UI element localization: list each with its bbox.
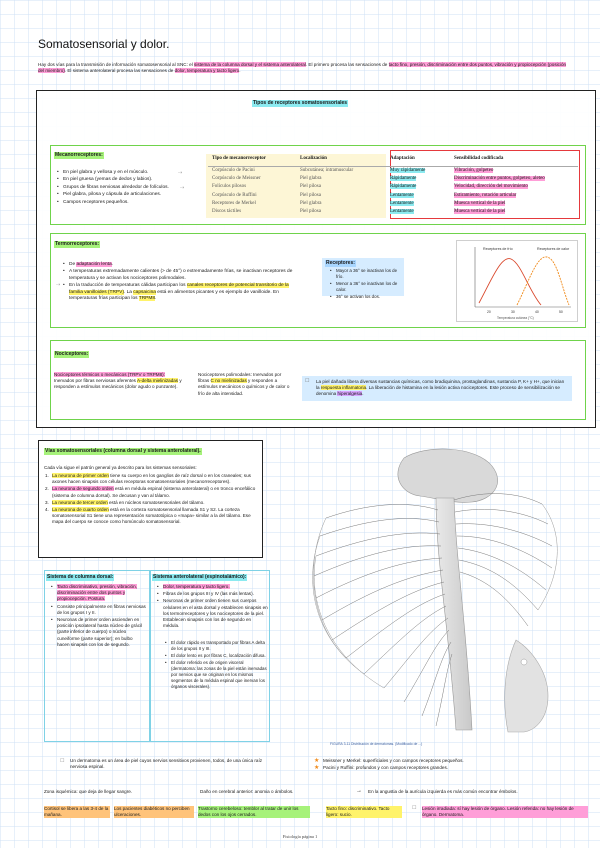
nociceptors-col1: [54, 372, 182, 391]
table-cell: Discriminación entre puntos, golpeteo, aleteo: [454, 175, 545, 181]
table-cell: Lentamente: [390, 192, 414, 198]
mechanoreceptors-title-wrap: [54, 152, 104, 159]
list-text: .: [111, 262, 114, 267]
nociceptor-text: y responden a estímulos mecánicos o químicos y de calor o frío de alta intensidad.: [198, 378, 290, 396]
table-cell: Corpúsculo de Ruffini: [212, 192, 257, 198]
list-item: • En piel gruesa (yemas de dedos y labios).: [56, 177, 184, 183]
note-lesion: Lesión irradiada: sí hay lesión de órgano. Lesión referida: no hay lesión de órgano. Dermatoma.: [422, 806, 588, 818]
mechanoreceptors-list: [56, 170, 184, 207]
table-row: [208, 166, 578, 175]
nociceptor-text: y responden a estímulos mecánicos (dolor agudo o punzante).: [54, 378, 182, 390]
list-highlight: adaptación lenta: [76, 262, 112, 267]
step-text: está en la corteza somatosensorial llamada S1 y S2. La corteza somatosensorial S1 tiene una representación somatotópica o «mapa» similar a la del tálamo. Ese mapa del cuerpo se conoce como homúnculo somatosensorial.: [52, 506, 251, 525]
list-item: • 36° se activan los dos.: [329, 294, 401, 300]
list-text: De: [69, 262, 77, 267]
dorsal-column-title-wrap: [46, 574, 114, 581]
intro-paragraph: [38, 62, 568, 74]
step-highlight: La neurona de segundo orden: [52, 486, 114, 492]
note-embolos: En la angustia de la aurícula izquierda es más común encontrar émbolos.: [368, 789, 518, 794]
table-cell: Lentamente: [390, 209, 414, 215]
step-highlight: La neurona de tercer orden: [52, 499, 108, 505]
table-cell: Vibración, golpeteo: [454, 167, 494, 173]
receptors-note-title: Receptores:: [326, 260, 355, 266]
step-text: está en médula espinal (sistema anterolateral) o en tronco encefálico (sistema de columna dorsal). Se decusan y van al tálamo.: [52, 486, 256, 498]
list-item: • El dolor lento es por fibras C, localización difusa.: [164, 653, 268, 659]
step-number: 3.: [45, 499, 49, 505]
step-number: 4.: [45, 506, 49, 512]
table-header: Adaptación: [386, 154, 450, 166]
receptor-note-text: Pacini y Ruffini: profundos y con campos receptores grandes.: [323, 765, 449, 771]
list-highlight: capsaicina: [133, 289, 156, 295]
table-cell: Discos táctiles: [212, 209, 242, 215]
list-item: [44, 473, 258, 485]
list-item: • Mayor a 36° se inactivan los de frío.: [329, 268, 401, 280]
table-header: Localización: [296, 154, 386, 166]
chart-tick-label: 50: [559, 310, 563, 314]
table-cell: Subcutánea; intramuscular: [300, 167, 354, 173]
table-header: Sensibilidad codificada: [450, 154, 578, 166]
list-item: [44, 500, 258, 506]
list-text: En la traducción de temperaturas cálidas participan los: [69, 283, 187, 289]
nociceptor-text: La piel dañada libera diversas sustancias químicas, como bradiquinina, prostaglandinas, sustancia P, K+ y H+, que inician la: [316, 379, 565, 391]
list-item: • Campos receptores pequeños.: [56, 200, 184, 206]
receptor-note-text: Meissner y Merkel: superficiales y con campos receptores pequeños.: [323, 758, 464, 763]
list-item: [156, 584, 268, 590]
pathways-intro: Cada vía sigue el patrón general ya descrito para los sistemas sensoriales:: [44, 465, 197, 470]
list-text: .: [155, 296, 157, 302]
list-item: • A temperaturas extremadamente calientes (> de 45°) o extremadamente frías, se inactivan receptores de temperatura y se activan los nociceptores polimodales.: [62, 269, 302, 282]
intro-text: Hay dos vías para la transmisión de información somatosensorial al SNC: el: [38, 62, 195, 67]
nociceptors-col3: [302, 376, 572, 401]
table-row: [208, 183, 578, 191]
step-highlight: La neurona de primer orden: [52, 473, 109, 478]
arrow-right-icon: →: [356, 788, 362, 794]
receptor-types-title-wrap: [0, 100, 600, 107]
receptor-types-title: Tipos de receptores somatosensoriales: [252, 100, 348, 106]
step-highlight: La neurona de cuarto orden: [52, 506, 109, 512]
grey-matter-shape: [505, 640, 548, 732]
table-row: [208, 200, 578, 208]
note-diabetes: Los pacientes diabéticos no perciben ulceraciones.: [114, 806, 194, 818]
anterolateral-sublist: [164, 640, 268, 691]
arrow-icon: ⇢: [180, 185, 185, 191]
thermoreceptors-title: Termorreceptores:: [55, 241, 100, 247]
nociceptor-text: Inervados por fibras nerviosas aferentes: [54, 378, 137, 384]
dermatome-figure-svg: [286, 440, 582, 740]
table-cell: Receptores de Merkel: [212, 200, 256, 206]
list-highlight: TRPM8: [138, 296, 156, 302]
figure-caption: FIGURA 3-11 Distribución de dermatomas. (Modificado de ...): [330, 742, 423, 746]
table-header-row: [208, 154, 578, 166]
receptors-note-list: [322, 267, 404, 300]
mechanoreceptors-title: Mecanorreceptores:: [55, 152, 103, 158]
page-footer: Fisiología página 1: [282, 834, 318, 839]
nociceptor-text: . La liberación de histamina en la lesión activa nociceptores. Este proceso de sensibilización se denomina: [316, 385, 560, 397]
thermoreceptors-list: [62, 262, 302, 304]
table-cell: Piel pilosa: [300, 192, 321, 198]
table-cell: Estiramiento, rotación articular: [454, 192, 517, 198]
table-cell: Velocidad, dirección del movimiento: [454, 184, 528, 190]
list-text: Dolor, temperatura y tacto ligero.: [163, 584, 230, 589]
list-item: [44, 507, 258, 526]
temperature-chart-svg: [457, 241, 579, 323]
step-number: 1.: [45, 473, 49, 478]
receptor-notes: [314, 758, 584, 771]
table-cell: Muy rápidamente: [390, 167, 426, 173]
dermatome-note: [60, 758, 270, 770]
chart-x-label: Temperatura cutánea (°C): [497, 316, 534, 320]
nociceptor-text: .: [362, 391, 364, 397]
list-text: está en alimentos picantes y es ejemplo de vanilloide. En temperaturas frías participan los: [69, 289, 279, 302]
table-cell: Muesca vertical de la piel: [454, 209, 506, 215]
receptors-note-title-wrap: [322, 258, 404, 267]
step-text: tiene su cuerpo en los ganglios de raíz dorsal o en los craneales; sus axones hacen sinapsis con células receptoras somatosensoriales (mecanorreceptores).: [52, 473, 251, 485]
star-icon: ★: [314, 765, 320, 772]
list-item: • El dolor rápido es transportado por fibras A delta de los grupos II y III.: [164, 640, 268, 652]
chart-legend-warm: Receptores de calor: [537, 247, 570, 251]
list-item: • Grupos de fibras nerviosas alrededor de folículos.: [56, 185, 184, 191]
chart-tick-label: 40: [535, 310, 539, 314]
list-item: [44, 486, 258, 498]
table-cell: Piel pilosa: [300, 209, 321, 215]
intro-text: . El sistema anterolateral procesa las sensaciones de: [64, 68, 175, 74]
nociceptor-highlight: C no mielinizadas: [210, 378, 247, 384]
chart-series-cold-line: [479, 259, 541, 305]
table-row: [208, 175, 578, 183]
receptors-note-box: [322, 258, 404, 299]
table-header: Tipo de mecanorreceptor: [208, 154, 296, 166]
nociceptor-highlight: hiperalgesia: [337, 391, 363, 397]
list-text: Tacto discriminativo, presión, vibración, discriminación entre dos puntos y propiocepción. Postura.: [57, 584, 137, 602]
chart-series-warm-line: [517, 257, 569, 305]
list-item: • Fibras de los grupos III y IV (las más lentas).: [156, 591, 268, 597]
pathways-steps: [44, 473, 258, 527]
chart-tick-label: 20: [487, 310, 491, 314]
anterolateral-list: [156, 584, 268, 630]
nociceptor-thermal-title: Nociceptores térmicos o mecánicos (TRPV o TRPM8):: [54, 372, 165, 377]
pin-icon: ☐: [60, 758, 65, 764]
table-cell: Rápidamente: [390, 184, 417, 190]
receptor-note: [314, 758, 584, 764]
table-cell: Corpúsculo de Meissner: [212, 175, 261, 181]
list-item: • Menor a 36° se inactivan los de calor.: [329, 281, 401, 293]
list-item: [62, 262, 302, 268]
table-cell: Piel glabra: [300, 200, 322, 206]
intro-highlight: tacto fino, presión, discriminación entre dos puntos, vibración y propiocepción (posición del miembro): [38, 62, 567, 74]
dermatome-figure: [286, 440, 582, 740]
table-row: [208, 192, 578, 200]
thermoreceptors-title-wrap: [54, 241, 100, 248]
table-cell: Corpúsculo de Pacini: [212, 167, 255, 173]
note-cerebellar: Trastorno cerebeloso: temblor al tratar de unir los dedos con los ojos cerrados.: [198, 806, 310, 818]
nociceptor-highlight: respuesta inflamatoria: [320, 385, 367, 391]
nociceptors-col2: [198, 372, 292, 397]
intro-text: . El primero procesa las sensaciones de: [305, 62, 389, 67]
intro-highlight: sistema de la columna dorsal y el sistema anterolateral: [194, 62, 306, 67]
table-cell: Piel glabra: [300, 175, 322, 181]
list-item: • Consiste principalmente en fibras nerviosas de los grupos I y II.: [50, 604, 146, 616]
note-ischemic: Zona isquémica: que deja de llegar sangre.: [44, 789, 133, 794]
nociceptor-highlight: A-delta mielinizadas: [137, 378, 179, 384]
list-item: • El dolor referido es de origen visceral (dermatoma: las zonas de la piel están inervadas por nervios que se originan en los mismos segmentos de la médula espinal que inervan los órganos viscerales).: [164, 660, 268, 690]
receptor-note: [314, 765, 584, 771]
temperature-chart: [456, 240, 578, 322]
table-cell: Muesca vertical de la piel: [454, 200, 506, 206]
anterolateral-title: Sistema anterolateral (espinotalámico):: [153, 574, 247, 580]
step-number: 2.: [45, 486, 49, 492]
table-cell: Piel pilosa: [300, 184, 321, 190]
list-highlight: canales receptores de potencial transitorio de la familia vanilloides (TRPV): [69, 283, 289, 295]
table-cell: Lentamente: [390, 200, 414, 206]
page-title: Somatosensorial y dolor.: [38, 37, 170, 51]
nociceptors-title: Nociceptores:: [55, 351, 89, 357]
list-item: • Piel glabra, pilosa y cápsula de articulaciones.: [56, 192, 184, 198]
table-row: [208, 208, 578, 216]
spinal-cord-shape: [436, 498, 472, 730]
list-item: [62, 283, 302, 302]
list-text: . La: [123, 289, 134, 295]
arrow-icon: ⇢: [178, 170, 183, 176]
list-item: • En piel glabra y vellosa y en el músculo.: [56, 170, 184, 176]
nociceptors-title-wrap: [54, 351, 89, 358]
table-cell: Folículos pilosos: [212, 184, 247, 190]
table-cell: Rápidamente: [390, 175, 417, 181]
pin-icon: ☐: [305, 378, 310, 384]
nociceptor-text: Nociceptores polimodales: Inervados por fibras: [198, 372, 282, 384]
note-tacto: Tacto fino: discriminativo. Tacto ligero: sucio.: [326, 806, 402, 818]
anterolateral-title-wrap: [152, 574, 247, 581]
dorsal-column-title: Sistema de columna dorsal:: [47, 574, 114, 580]
step-text: está en núcleos somatosensoriales del tálamo.: [107, 499, 205, 505]
pathways-title: Vías somatosensoriales (columna dorsal y sistema anterolateral).: [45, 448, 201, 454]
arrow-icon: ⇢: [56, 282, 61, 288]
list-item: • Neuronas de primer orden tienen sus cuerpos celulares en el asta dorsal y establecen sinapsis en los termorreceptores y los nociceptores de la piel. Establecen sinapsis con los de segundo en médula.: [156, 598, 268, 629]
intro-text: .: [239, 68, 241, 74]
cord-canal: [521, 659, 527, 665]
intro-highlight: dolor, temperatura y tacto ligero: [174, 68, 240, 74]
note-cortisol: Cortisol se libera a las 3-4 de la mañana.: [44, 806, 109, 818]
note-cerebral: Daño en cerebral anterior: anomia o ámbolos.: [200, 789, 294, 794]
mechanoreceptor-table: [208, 154, 578, 217]
chart-legend-cold: Receptores de frío: [483, 247, 513, 251]
dorsal-column-list: [50, 584, 146, 649]
pin-icon: ☐: [412, 805, 417, 811]
star-icon: ★: [314, 758, 320, 764]
dermatome-note-text: Un dermatoma es un área de piel cuyos nervios sensitivos provienen, todos, de una única raíz nerviosa espinal.: [70, 758, 263, 770]
list-item: [50, 584, 146, 603]
list-item: • Neuronas de primer orden ascienden en posición ipsolateral hasta núcleo de grácil (parte inferior de cuerpo) o núcleo cuneiforme (parte superior); en bulbo hacen sinapsis con los de segundo.: [50, 617, 146, 648]
chart-tick-label: 30: [511, 310, 515, 314]
pathways-title-wrap: [44, 448, 202, 455]
